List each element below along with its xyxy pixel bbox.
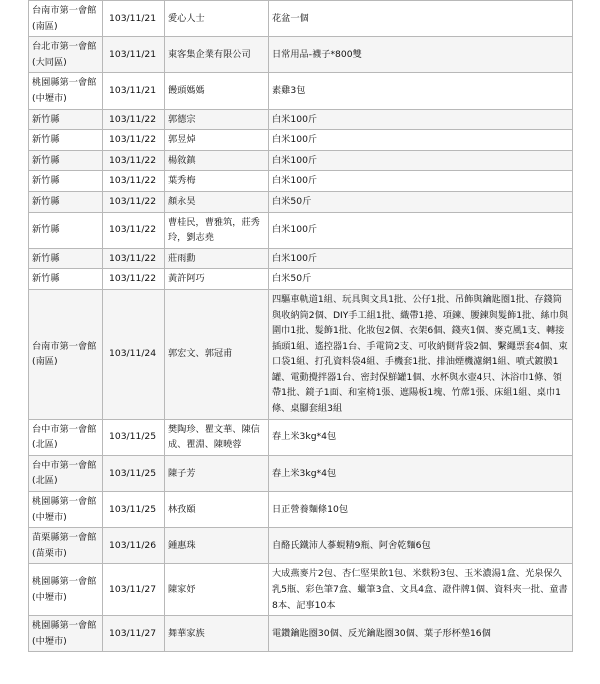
donation-table-body [29,1,573,652]
place-cell: 新竹縣 [29,269,103,290]
date-cell: 103/11/25 [103,455,165,491]
date-cell: 103/11/25 [103,419,165,455]
items-cell: 自酪氏鐵沛人蔘蜆精9瓶、阿舍乾麵6包 [269,528,573,564]
donor-cell: 愛心人士 [165,1,269,37]
table-row [29,109,573,130]
date-cell: 103/11/22 [103,269,165,290]
table-row [29,248,573,269]
table-row [29,73,573,109]
donor-cell: 陳家妤 [165,564,269,616]
place-cell: 新竹縣 [29,150,103,171]
place-cell: 新竹縣 [29,171,103,192]
place-cell: 新竹縣 [29,248,103,269]
place-cell: 桃園縣第一會館(中壢市) [29,492,103,528]
table-row [29,492,573,528]
date-cell: 103/11/22 [103,191,165,212]
items-cell: 白米100斤 [269,212,573,248]
table-row [29,528,573,564]
place-cell: 台北市第一會館(大同區) [29,37,103,73]
table-row [29,289,573,419]
date-cell: 103/11/21 [103,1,165,37]
donor-cell: 陳子芳 [165,455,269,491]
items-cell: 白米50斤 [269,191,573,212]
date-cell: 103/11/21 [103,73,165,109]
donor-cell: 鍾惠珠 [165,528,269,564]
table-row [29,269,573,290]
items-cell: 電鑽鑰匙圈30個、反光鑰匙圈30個、葉子形杯墊16個 [269,616,573,652]
table-row [29,191,573,212]
date-cell: 103/11/27 [103,616,165,652]
items-cell: 白米100斤 [269,150,573,171]
donor-cell: 舞華家族 [165,616,269,652]
date-cell: 103/11/22 [103,248,165,269]
table-row [29,455,573,491]
place-cell: 新竹縣 [29,191,103,212]
donor-cell: 顏永昊 [165,191,269,212]
place-cell: 桃園縣第一會館(中壢市) [29,564,103,616]
items-cell: 大成燕麥片2包、杏仁堅果飲1包、米麩粉3包、玉米濃湯1盒、光泉保久乳5瓶、彩色筆7盒、蠟筆3盒、文具4盒、證件牌1個、資料夾一批、童書8本、記事10本 [269,564,573,616]
items-cell: 日常用品-襪子*800雙 [269,37,573,73]
donation-table [28,0,573,652]
donation-table-container [28,0,572,652]
donor-cell: 葉秀梅 [165,171,269,192]
items-cell: 白米100斤 [269,130,573,151]
date-cell: 103/11/22 [103,109,165,130]
donor-cell: 樊陶珍、瞿文華、陳信成、瞿淵、陳曉蓉 [165,419,269,455]
place-cell: 台中市第一會館(北區) [29,419,103,455]
place-cell: 台中市第一會館(北區) [29,455,103,491]
date-cell: 103/11/22 [103,150,165,171]
place-cell: 桃園縣第一會館(中壢市) [29,616,103,652]
place-cell: 新竹縣 [29,130,103,151]
place-cell: 桃園縣第一會館(中壢市) [29,73,103,109]
place-cell: 新竹縣 [29,109,103,130]
donor-cell: 東客集企業有限公司 [165,37,269,73]
items-cell: 四驅車軌道1組、玩具與文具1批、公仔1批、吊飾與鑰匙圈1批、存錢筒與收納筒2個、DIY手工組1批、織帶1捲、項鍊、腰鍊與髮飾1批、絲巾與圍巾1批、髮飾1批、化妝包2個、衣架6個、錢夾1個、麥克風1支、轉接插頭1組、遙控器1台、手電筒2支、可收納側背袋2個、繫繩票套4個、束口袋1組、打孔資料袋4組、手機套1批、排油煙機濾網1組、噴式鍍膜1罐、電動攪拌器1台、密封保鮮罐1個、水杯與水壺4只、沐浴巾1條、領帶1批、鏡子1面、和室椅1張、遮陽板1塊、竹蓆1張、床組1組、桌巾1條、桌腳套組3組 [269,289,573,419]
donor-cell: 曹桂民，曹雅筑，莊秀玲，劉志堯 [165,212,269,248]
items-cell: 白米100斤 [269,109,573,130]
donor-cell: 黃許阿巧 [165,269,269,290]
table-row [29,1,573,37]
donor-cell: 郭德宗 [165,109,269,130]
place-cell: 苗栗縣第一會館(苗栗市) [29,528,103,564]
items-cell: 白米50斤 [269,269,573,290]
table-row [29,212,573,248]
table-row [29,37,573,73]
date-cell: 103/11/22 [103,130,165,151]
items-cell: 素雞3包 [269,73,573,109]
date-cell: 103/11/25 [103,492,165,528]
items-cell: 日正營養麵條10包 [269,492,573,528]
date-cell: 103/11/26 [103,528,165,564]
place-cell: 台南市第一會館(南區) [29,1,103,37]
table-row [29,564,573,616]
table-row [29,171,573,192]
table-row [29,419,573,455]
table-row [29,130,573,151]
items-cell: 花盆一個 [269,1,573,37]
place-cell: 台南市第一會館(南區) [29,289,103,419]
place-cell: 新竹縣 [29,212,103,248]
donor-cell: 莊雨勳 [165,248,269,269]
date-cell: 103/11/27 [103,564,165,616]
items-cell: 白米100斤 [269,248,573,269]
items-cell: 春上米3kg*4包 [269,455,573,491]
donor-cell: 林孜頤 [165,492,269,528]
donor-cell: 饅頭媽媽 [165,73,269,109]
donor-cell: 郭昱焯 [165,130,269,151]
table-row [29,616,573,652]
date-cell: 103/11/24 [103,289,165,419]
donor-cell: 楊敘鎮 [165,150,269,171]
date-cell: 103/11/22 [103,171,165,192]
items-cell: 白米100斤 [269,171,573,192]
date-cell: 103/11/22 [103,212,165,248]
date-cell: 103/11/21 [103,37,165,73]
items-cell: 春上米3kg*4包 [269,419,573,455]
table-row [29,150,573,171]
donor-cell: 郭宏文、郭冠甫 [165,289,269,419]
